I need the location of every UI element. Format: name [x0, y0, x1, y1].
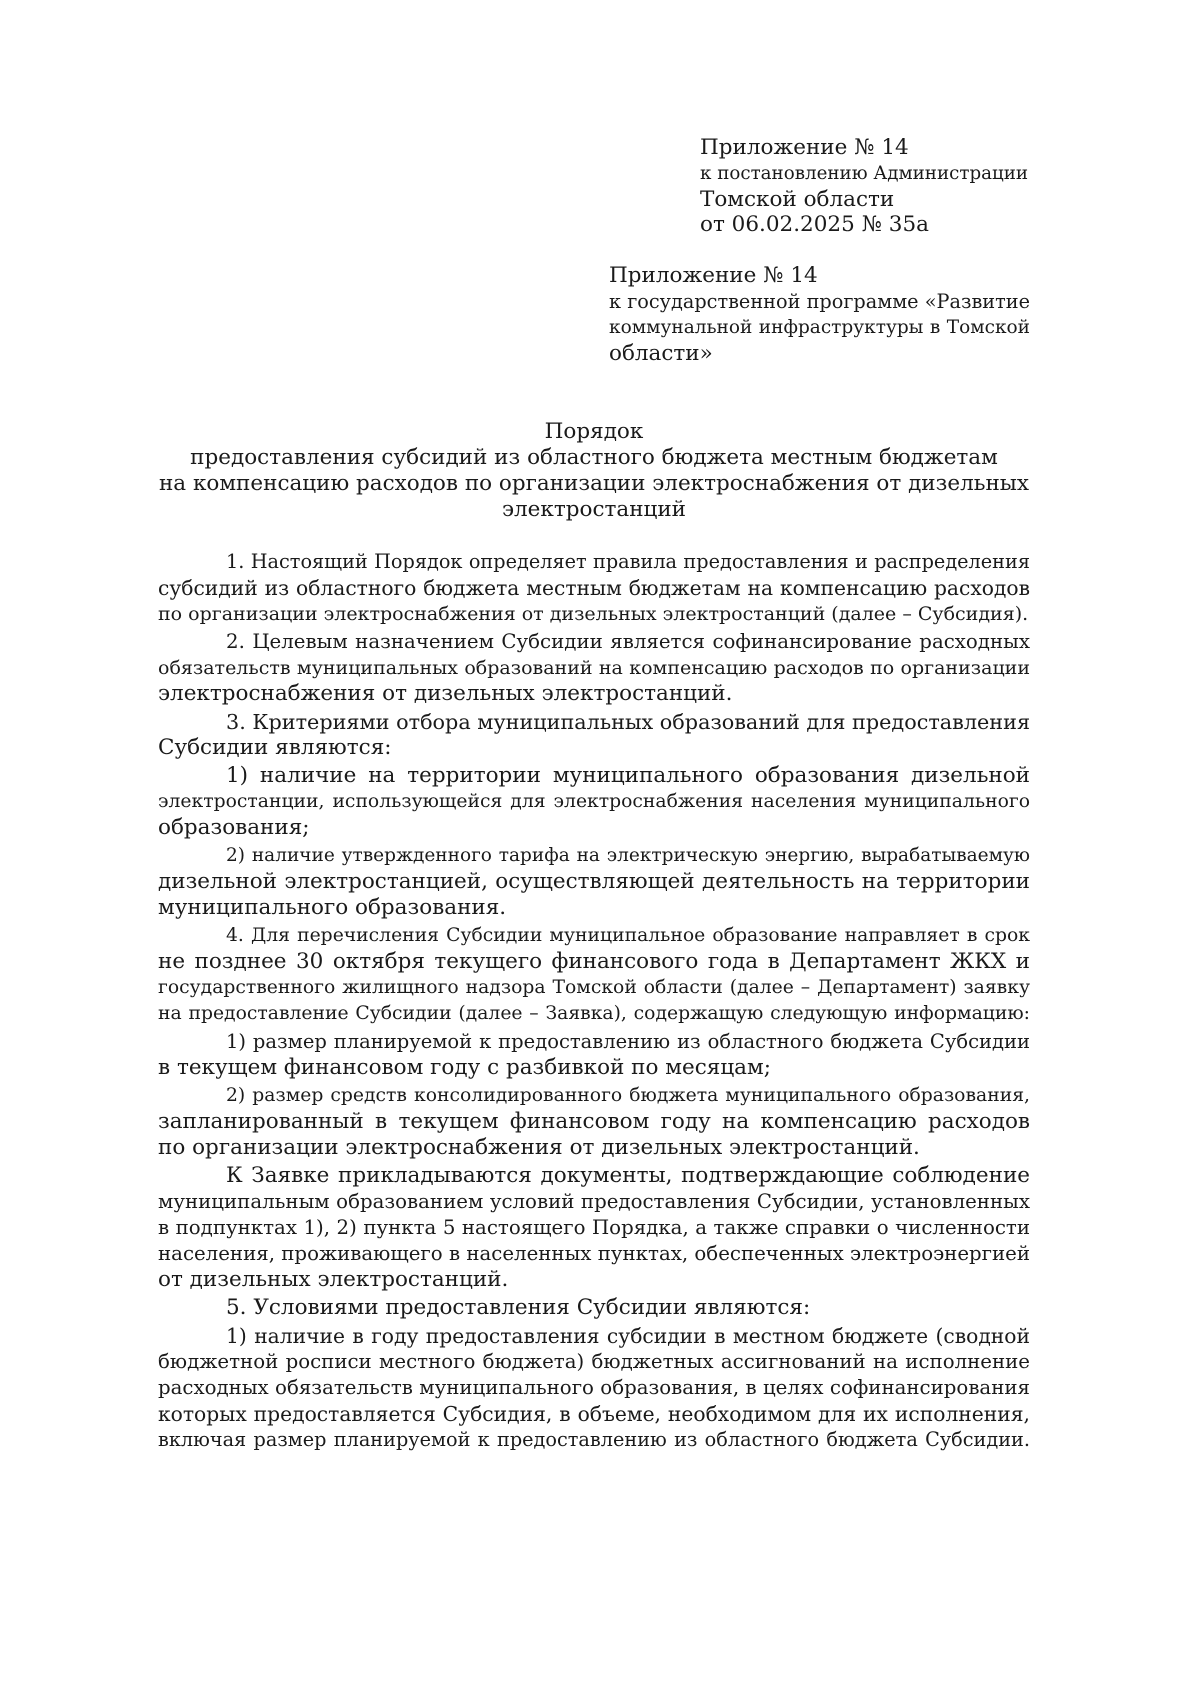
body-line: образования;: [158, 815, 310, 840]
body-line: бюджетной росписи местного бюджета) бюджетных ассигнований на исполнение: [158, 1350, 1030, 1373]
body-line: 1. Настоящий Порядок определяет правила предоставления и распределения: [226, 550, 1030, 573]
title-line: предоставления субсидий из областного бюджета местным бюджетам: [190, 445, 998, 470]
body-line: 1) размер планируемой к предоставлению из областного бюджета Субсидии: [226, 1030, 1030, 1053]
title-line: электростанций: [501, 497, 687, 522]
body-line: на предоставление Субсидии (далее – Заявка), содержащую следующую информацию:: [158, 1003, 1030, 1024]
approval-header-line: Приложение № 14: [700, 135, 909, 160]
program-header-line: к государственной программе «Развитие: [609, 290, 1030, 313]
body-line: Субсидии являются:: [158, 735, 392, 760]
title-line: на компенсацию расходов по организации электроснабжения от дизельных: [158, 471, 1030, 496]
program-header-line: области»: [609, 341, 713, 366]
body-line: в подпунктах 1), 2) пункта 5 настоящего Порядка, а также справки о численности: [158, 1216, 1030, 1239]
body-line: К Заявке прикладываются документы, подтверждающие соблюдение: [226, 1163, 1030, 1188]
body-line: по организации электроснабжения от дизельных электростанций (далее – Субсидия).: [158, 603, 1029, 625]
body-line: 3. Критериями отбора муниципальных образований для предоставления: [226, 710, 1031, 734]
body-line: не позднее 30 октября текущего финансового года в Департамент ЖКХ и: [158, 949, 1030, 974]
body-line: включая размер планируемой к предоставлению из областного бюджета Субсидии.: [158, 1428, 1030, 1451]
body-line: 2) размер средств консолидированного бюджета муниципального образования,: [226, 1085, 1030, 1106]
body-line: 2. Целевым назначением Субсидии является софинансирование расходных: [226, 630, 1030, 653]
body-line: муниципального образования.: [158, 895, 507, 920]
body-line: 4. Для перечисления Субсидии муниципальное образование направляет в срок: [226, 925, 1030, 946]
approval-header-line: от 06.02.2025 № 35а: [700, 212, 929, 237]
body-line: в текущем финансовом году с разбивкой по месяцам;: [158, 1055, 771, 1080]
body-line: государственного жилищного надзора Томской области (далее – Департамент) заявку: [158, 977, 1030, 998]
approval-header-line: Томской области: [700, 187, 895, 212]
body-line: которых предоставляется Субсидия, в объеме, необходимом для их исполнения,: [158, 1402, 1030, 1426]
body-line: 1) наличие на территории муниципального образования дизельной: [226, 763, 1030, 788]
body-line: 1) наличие в году предоставления субсидии в местном бюджете (сводной: [226, 1324, 1030, 1348]
approval-header-line: к постановлению Администрации: [700, 163, 1029, 184]
body-line: по организации электроснабжения от дизельных электростанций.: [158, 1135, 920, 1160]
body-line: запланированный в текущем финансовом году на компенсацию расходов: [158, 1109, 1030, 1134]
body-line: 5. Условиями предоставления Субсидии являются:: [226, 1295, 811, 1320]
body-line: от дизельных электростанций.: [158, 1267, 509, 1292]
body-line: дизельной электростанцией, осуществляющей деятельность на территории: [158, 869, 1030, 894]
body-line: обязательств муниципальных образований на компенсацию расходов по организации: [158, 657, 1030, 679]
body-line: 2) наличие утвержденного тарифа на электрическую энергию, вырабатываемую: [226, 845, 1030, 866]
body-line: электроснабжения от дизельных электростанций.: [158, 681, 733, 706]
program-header-line: Приложение № 14: [609, 263, 818, 288]
title-line: Порядок: [544, 419, 644, 444]
body-line: субсидий из областного бюджета местным бюджетам на компенсацию расходов: [158, 576, 1030, 600]
body-line: муниципальным образованием условий предоставления Субсидии, установленных: [158, 1190, 1030, 1213]
program-header-line: коммунальной инфраструктуры в Томской: [609, 317, 1030, 338]
body-line: электростанции, использующейся для электроснабжения населения муниципального: [158, 791, 1030, 812]
body-line: расходных обязательств муниципального образования, в целях софинансирования: [158, 1376, 1030, 1399]
body-line: населения, проживающего в населенных пунктах, обеспеченных электроэнергией: [158, 1242, 1031, 1265]
